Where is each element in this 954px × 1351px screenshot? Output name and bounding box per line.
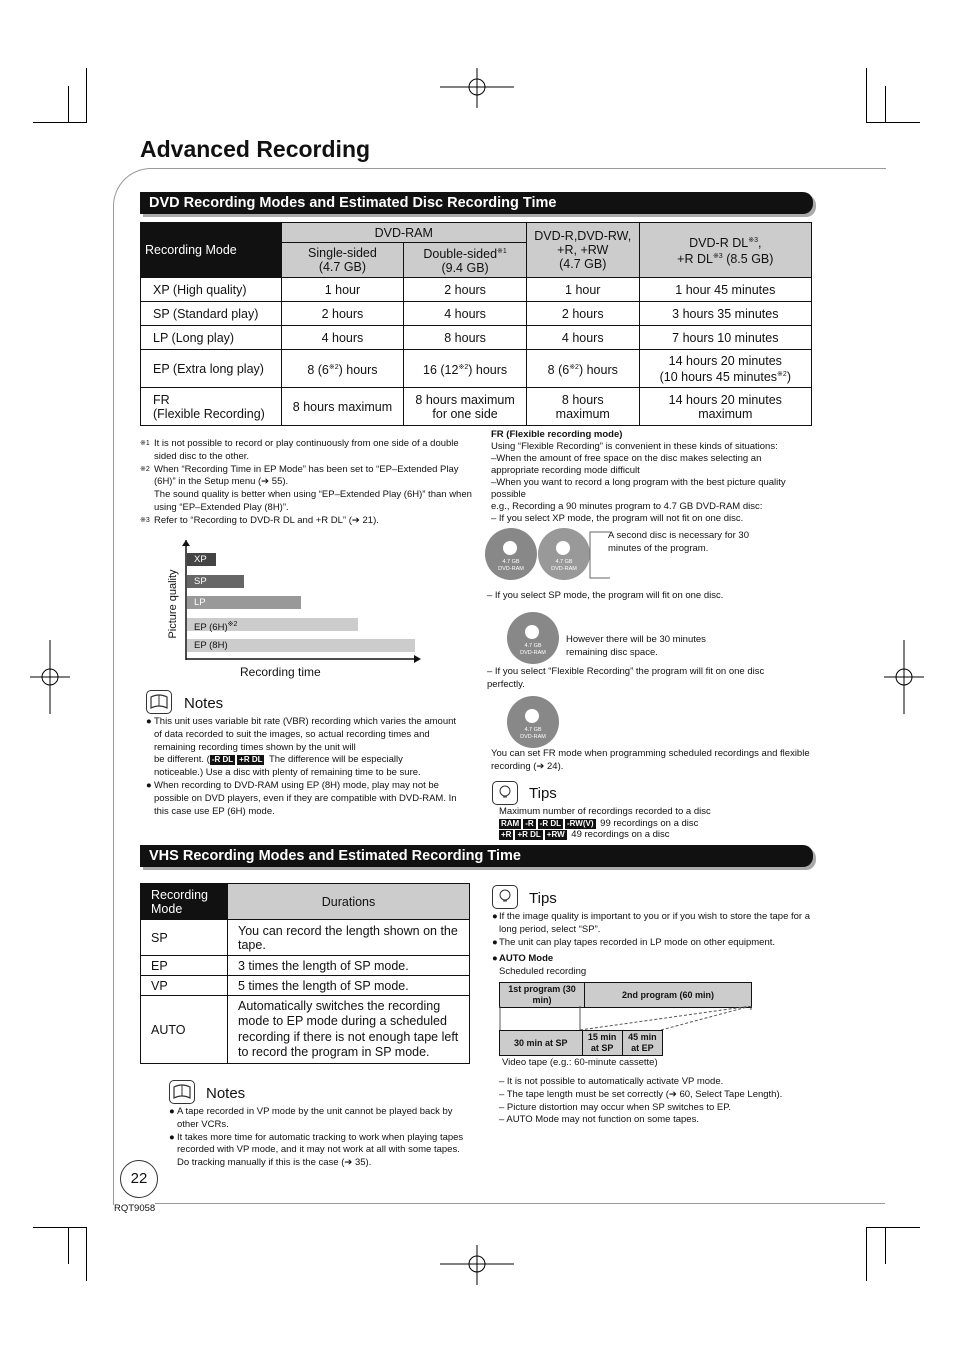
rec-mode-header: Recording Mode xyxy=(141,223,282,278)
crop-mark xyxy=(866,1227,920,1228)
crop-mark xyxy=(33,1227,87,1228)
dvd-notes-list: ● This unit uses variable bit rate (VBR) recording which varies the amount of data recorded to suit the images, so actual recording times and remaining recording times shown by the unit will be different. ( -R DL +R DL The difference will be especially noticeable.) Use a disc with plenty of remaining time to be sure. ● When recording to DVD-RAM using EP (8H) mode, play may not be possible on DVD players, even if they are compatible with DVD-RAM. In this case use EP (6H) mode. xyxy=(146,716,457,817)
page-number: 22 xyxy=(120,1160,158,1198)
dvd-tips-body: Maximum number of recordings recorded to a disc RAM -R -R DL -RW(V) 99 recordings on a disc +R +R DL +RW 49 recordings on a disc xyxy=(499,806,711,840)
fr-block: FR (Flexible recording mode) Using “Flexible Recording” is convenient in these kinds of situations: –When the amount of free space on the disc makes selecting an appropriate recording mode difficult –When you want to record a long program with the best picture quality possible e.g., Recording a 90 minutes program to 4.7 GB DVD-RAM disc: – If you select XP mode, the program will not fit on one disc. xyxy=(491,429,811,525)
crop-mark xyxy=(866,68,867,122)
auto-tape-row: 30 min at SP 15 min at SP 45 min at EP xyxy=(499,1030,663,1056)
notes-icon xyxy=(146,690,172,714)
fr-after: You can set FR mode when programming scheduled recordings and flexible recording (➔ 24). xyxy=(491,748,810,772)
callout-bracket xyxy=(588,530,612,580)
crop-mark xyxy=(68,1227,69,1264)
auto-connector xyxy=(499,1006,755,1030)
disc-icon: 4.7 GB DVD-RAM xyxy=(507,612,559,664)
picture-quality-chart xyxy=(160,540,440,690)
crop-mark xyxy=(86,68,87,122)
registration-mark-top xyxy=(440,68,514,108)
chart-bar-ep-8h: EP (8H) xyxy=(187,639,415,652)
dvdr-header: DVD-R,DVD-RW, +R, +RW (4.7 GB) xyxy=(526,223,639,278)
notes-icon xyxy=(169,1080,195,1104)
vhs-recording-table xyxy=(140,883,470,1064)
dvd-recording-table xyxy=(140,222,812,426)
vhs-mode-header: Recording Mode xyxy=(141,884,228,920)
crop-mark xyxy=(885,1227,886,1264)
sp-line: – If you select SP mode, the program will fit on one disc. xyxy=(487,590,724,601)
vhs-tips-heading: Tips xyxy=(529,890,557,907)
fr-heading: FR (Flexible recording mode) xyxy=(491,429,623,440)
registration-mark-right xyxy=(884,640,924,714)
crop-mark xyxy=(86,1227,87,1281)
chart-bar-ep-6h: EP $(6H)^{※2}$ xyxy=(187,618,358,631)
crop-mark xyxy=(866,1227,867,1281)
page-frame-bottom xyxy=(155,1203,885,1204)
dvd-section-heading: DVD Recording Modes and Estimated Disc Recording Time xyxy=(140,192,813,214)
tips-icon xyxy=(492,885,518,909)
registration-mark-left xyxy=(30,640,70,714)
disc-icon: 4.7 GB DVD-RAM xyxy=(538,528,590,580)
dl-header: DVD-R $DL^{※3}$, +R DL$^{※3}$ (8.5 GB) xyxy=(639,223,811,278)
doc-code: RQT9058 xyxy=(114,1203,156,1214)
page-title: Advanced Recording xyxy=(140,136,371,162)
crop-mark xyxy=(866,122,920,123)
xp-callout: A second disc is necessary for 30 minutes of the program. xyxy=(608,530,749,554)
auto-mode-diagram: 1st program (30 min) 2nd program (60 min) xyxy=(499,982,752,1008)
tips-heading: Tips xyxy=(529,785,557,802)
single-sided-header: Single-sided (4.7 GB) xyxy=(281,243,404,278)
table-row: AUTO Automatically switches the recording mode to EP mode during a scheduled recording if there is not enough tape left to record the program in SP mode. xyxy=(141,996,470,1064)
vhs-notes-heading: Notes xyxy=(206,1085,246,1102)
vhs-duration-header: Durations xyxy=(228,884,470,920)
fr-line: – If you select “Flexible Recording” the program will fit on one disc perfectly. xyxy=(487,666,765,690)
table-row: LP (Long play) 4 hours 8 hours 4 hours 7 hours 10 minutes xyxy=(141,326,812,350)
vhs-notes-list: ● A tape recorded in VP mode by the unit cannot be played back by other VCRs. ● It takes more time for automatic tracking to work when playing tapes recorded with VP mode, and it may not work at all with some tapes. Do tracking manually if this is the case (➔ 35). xyxy=(169,1106,464,1169)
table-row: SP You can record the length shown on the tape. xyxy=(141,920,470,956)
notes-heading: Notes xyxy=(184,695,224,712)
registration-mark-bottom xyxy=(440,1245,514,1285)
tips-icon xyxy=(492,781,518,805)
chart-bar-xp: XP xyxy=(187,553,216,566)
chart-bar-sp: SP xyxy=(187,575,244,588)
table-row: XP (High quality) 1 hour 2 hours 1 hour 1 hour 45 minutes xyxy=(141,278,812,302)
auto-lines: – It is not possible to automatically activate VP mode. – The tape length must be set correctly (➔ 60, Select Tape Length). – Picture distortion may occur when SP switches to EP. – AUTO Mode may not function on some tapes. xyxy=(499,1076,783,1126)
table-row-ep: EP (Extra long play) 8 (6$^{※2}$) hours 16 (12$^{※2}$) hours 8 (6$^{※2}$) hours 14 hours 20 minutes (10 hours 45 minutes$^{※2}$) xyxy=(141,350,812,388)
chart-x-label: Recording time xyxy=(240,665,321,679)
table-row: SP (Standard play) 2 hours 4 hours 2 hours 3 hours 35 minutes xyxy=(141,302,812,326)
vhs-tips-list: ● If the image quality is important to you or if you wish to store the tape for a long period, select “SP”. ● The unit can play tapes recorded in LP mode on other equipment. ● AUTO Mode Scheduled recording xyxy=(492,911,811,978)
tape-caption: Video tape (e.g.: 60-minute cassette) xyxy=(502,1057,658,1068)
crop-mark xyxy=(885,86,886,123)
disc-icon: 4.7 GB DVD-RAM xyxy=(485,528,537,580)
crop-mark xyxy=(68,86,69,123)
crop-mark xyxy=(33,122,87,123)
dvdram-header: DVD-RAM xyxy=(281,223,526,243)
table-row: VP 5 times the length of SP mode. xyxy=(141,976,470,996)
vhs-section-heading: VHS Recording Modes and Estimated Recording Time xyxy=(140,845,813,867)
disc-icon: 4.7 GB DVD-RAM xyxy=(507,696,559,748)
double-sided-header: Double-sided$^{※1}$ (9.4 GB) xyxy=(404,243,527,278)
sp-callout: However there will be 30 minutes remaining disc space. xyxy=(566,634,706,658)
table-row: EP 3 times the length of SP mode. xyxy=(141,956,470,976)
chart-y-label: Picture quality xyxy=(167,569,179,639)
table-row-fr: FR (Flexible Recording) 8 hours maximum 8 hours maximum for one side 8 hours maximum 14 hours 20 minutes maximum xyxy=(141,388,812,426)
footnotes: ※1 It is not possible to record or play continuously from one side of a double sided disc to the other. ※2 When “Recording Time in EP Mode” has been set to “EP–Extended Play (6H)” in the Setup menu (➔ 55). The sound quality is better when using “EP–Extended Play (6H)” than when using “EP–Extended Play (8H)”. ※3 Refer to “Recording to DVD-R DL and +R DL” (➔ 21). xyxy=(140,438,472,526)
chart-bar-lp: LP xyxy=(187,596,301,609)
